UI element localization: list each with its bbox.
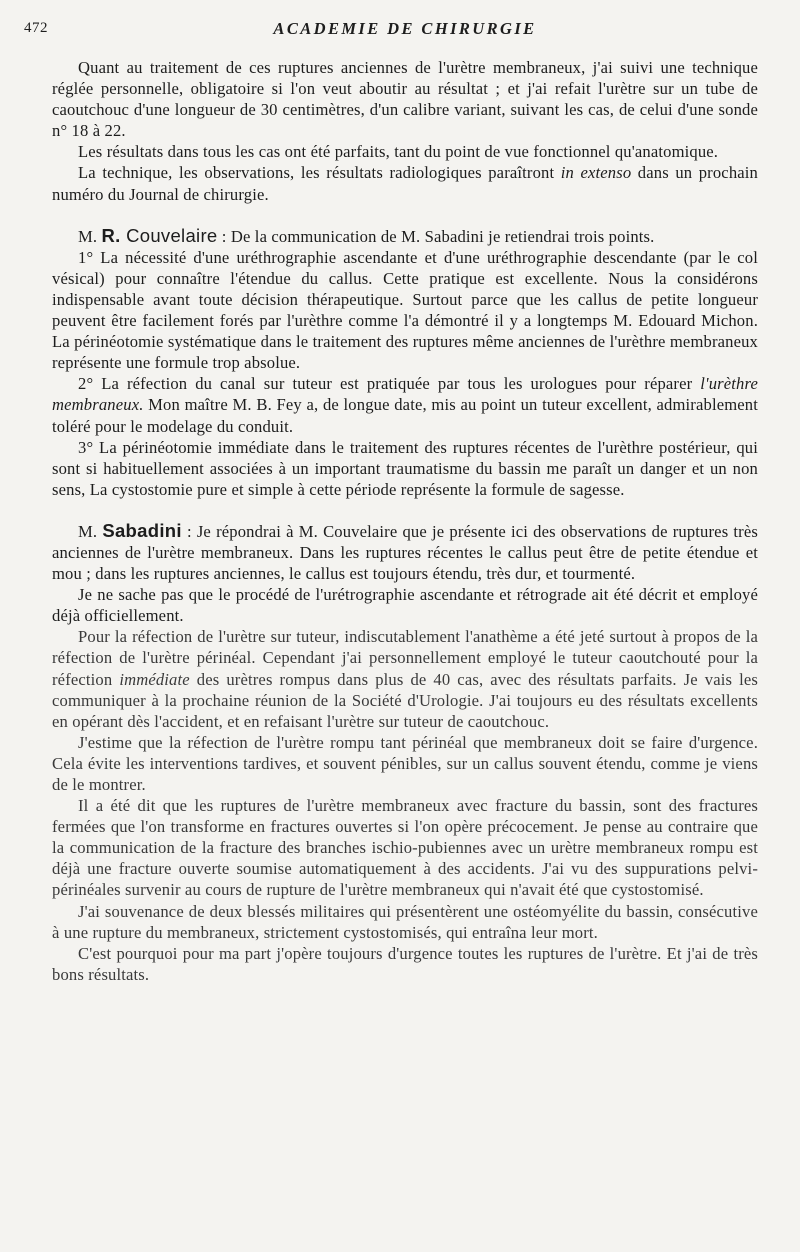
text-run: Pour la réfection de l'urètre sur tuteur, indiscutablement l'anathème a été jeté surtout à propos de la réfection de l'urètre périnéal. Cependant j'ai personnellement employé le tuteur caoutchouté pour la réfection <box>52 627 758 689</box>
paragraph-point-2 <box>52 373 758 436</box>
speaker-name-couvelaire <box>102 225 218 246</box>
emphasis: l'urèthre membraneux. <box>52 374 758 415</box>
page-number: 472 <box>24 20 48 36</box>
paragraph-sabadini-reply <box>52 520 758 584</box>
emphasis: in extenso <box>560 163 632 183</box>
text-run: 2° La réfection du canal sur tuteur est pratiquée par tous les urologues pour réparer <box>78 374 701 394</box>
paragraph-results: Les résultats dans tous les cas ont été parfaits, tant du point de vue fonctionnel qu'anatomique. <box>78 142 719 162</box>
speaker-surname: Sabadini <box>102 519 182 541</box>
speaker-prefix: M. <box>78 226 102 246</box>
text-run: dans un prochain numéro du Journal de chirurgie. <box>52 163 758 204</box>
text-run: Mon maître M. B. Fey a, de longue date, mis au point un tuteur excellent, admirablement toléré pour le modelage du conduit. <box>52 395 758 436</box>
article-body <box>52 57 758 985</box>
page <box>24 18 758 985</box>
paragraph-military-cases: J'ai souvenance de deux blessés militaires qui présentèrent une ostéomyélite du bassin, consécutive à une rupture du membraneux, strictement cystostomisés, qui entraîna leur mort. <box>52 901 758 942</box>
paragraph-urethrography: Je ne sache pas que le procédé de l'urétrographie ascendante et rétrograde ait été décrit et employé déjà officiellement. <box>52 585 758 626</box>
text-run: : De la communication de M. Sabadini je retiendrai trois points. <box>217 226 655 246</box>
running-head <box>24 18 758 46</box>
paragraph-conclusion: C'est pourquoi pour ma part j'opère toujours d'urgence toutes les ruptures de l'urètre. Et j'ai de très bons résultats. <box>52 943 758 984</box>
speaker-prefix: M. <box>78 521 103 541</box>
paragraph-point-1: 1° La nécessité d'une uréthrographie ascendante et d'une uréthrographie descendante (par le col vésical) pour connaître l'étendue du callus. Cette pratique est excellente. Nous la considérons indispensable avant toute décision thérapeutique. Surtout parce que les callus de petite longueur peuvent être facilement forés par l'urèthre comme l'a démontré il y a longtemps M. Edouard Michon. La périnéotomie systématique dans le traitement des ruptures même anciennes de l'urèthre membraneux représente une formule trop absolue. <box>52 247 758 373</box>
speaker-initial: R. <box>101 224 121 246</box>
paragraph-urgency: J'estime que la réfection de l'urètre rompu tant périnéal que membraneux doit se faire d'urgence. Cela évite les interventions tardives, et souvent pénibles, sur un callus souvent étendu, comme je viens de le montrer. <box>52 732 758 794</box>
paragraph-publication <box>52 162 758 204</box>
paragraph-tube-technique: Quant au traitement de ces ruptures anciennes de l'urètre membraneux, j'ai suivi une technique réglée personnelle, obligatoire si l'on veut aboutir au résultat ; et j'ai refait l'urètre sur un tube de caoutchouc d'une longueur de 30 centimètres, d'un calibre variant, suivant les cas, de celui d'une sonde n° 18 à 22. <box>52 58 758 141</box>
text-run: La technique, les observations, les résultats radiologiques paraîtront <box>78 163 561 183</box>
paragraph-couvelaire-intro <box>52 225 758 247</box>
journal-title: ACADEMIE DE CHIRURGIE <box>273 19 537 38</box>
speaker-name-sabadini <box>102 520 182 541</box>
speaker-surname: Couvelaire <box>120 224 218 246</box>
paragraph-point-3: 3° La périnéotomie immédiate dans le traitement des ruptures récentes de l'urèthre postérieur, qui sont si habituellement associées à un important traumatisme du bassin me paraît un danger et un non sens, La cystostomie pure et simple à cette période représente la formule de sagesse. <box>52 437 758 499</box>
text-run: des urètres rompus dans plus de 40 cas, avec des résultats parfaits. Je vais les communiquer à la prochaine réunion de la Société d'Urologie. J'ai toujours eu des résultats excellents en opérant dès l'accident, et en refaisant l'urètre sur tuteur de caoutchouc. <box>52 669 758 731</box>
emphasis: immédiate <box>119 669 190 689</box>
text-run: : Je répondrai à M. Couvelaire que je présente ici des observations de ruptures très anciennes de l'urètre membraneux. Dans les ruptures récentes le callus peut être de petite étendue et mou ; dans les ruptures anciennes, le callus est toujours étendu, très dur, et tourmenté. <box>52 521 758 584</box>
paragraph-fractures: Il a été dit que les ruptures de l'urètre membraneux avec fracture du bassin, sont des fractures fermées que l'on transforme en fractures ouvertes si l'on opère précocement. Je pense au contraire que la communication de la fracture des branches ischio-pubiennes avec un urètre membraneux rompu est déjà une fracture ouverte soumise automatiquement à des accidents. J'ai vu des suppurations pelvi-périnéales survenir au cours de rupture de l'urètre membraneux qui n'avait été que cystostomisé. <box>52 796 758 900</box>
paragraph-tutor-repair <box>52 626 758 731</box>
